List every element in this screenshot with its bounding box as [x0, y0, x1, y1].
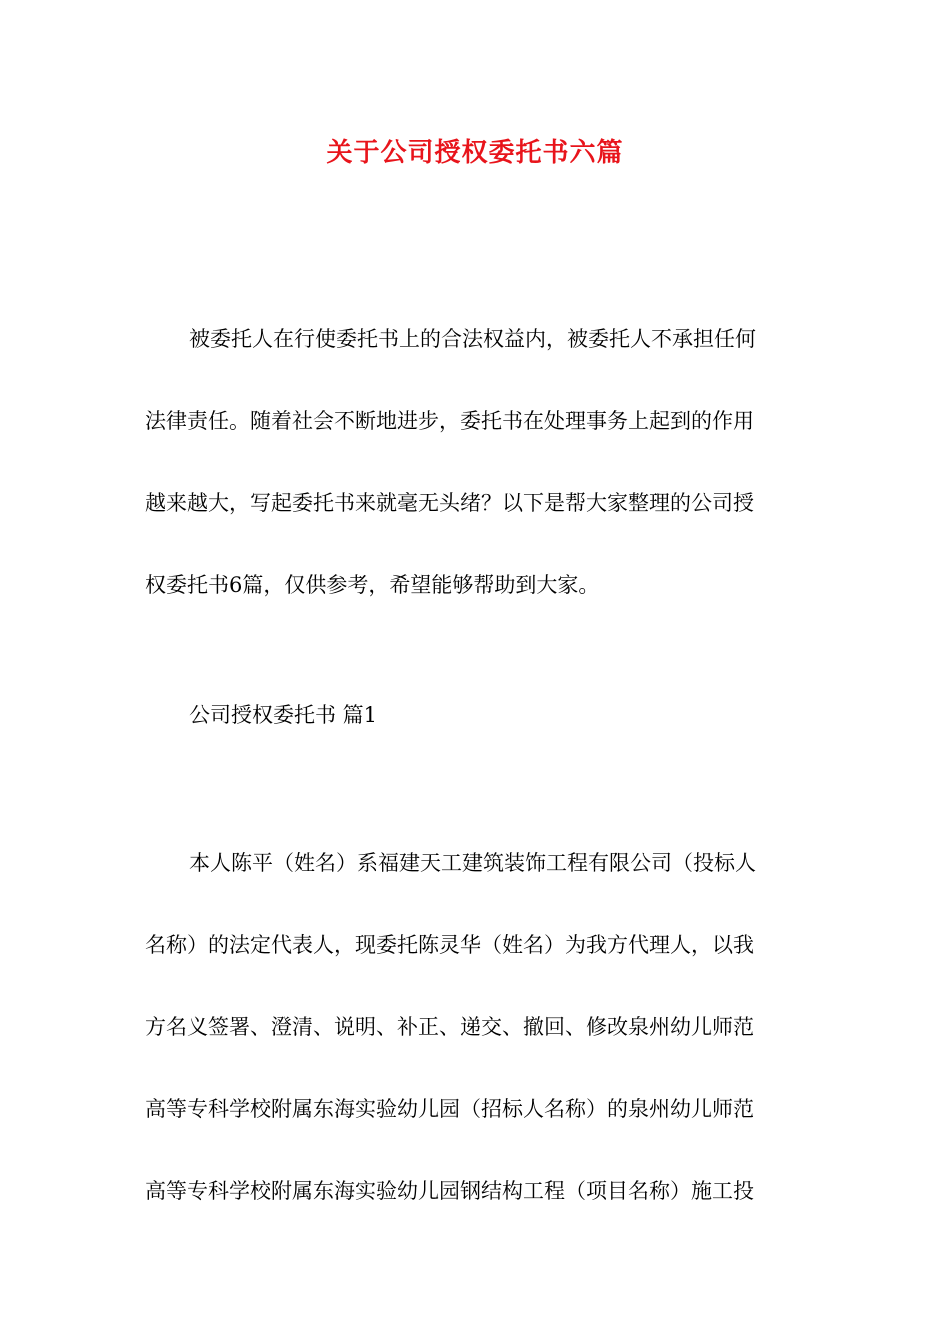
- section1-line: 高等专科学校附属东海实验幼儿园（招标人名称）的泉州幼儿师范: [145, 1097, 754, 1121]
- intro-line: 越来越大，写起委托书来就毫无头绪？以下是帮大家整理的公司授: [145, 491, 754, 515]
- section1-line: 高等专科学校附属东海实验幼儿园钢结构工程（项目名称）施工投: [145, 1179, 754, 1203]
- section1-line: 本人陈平（姓名）系福建天工建筑装饰工程有限公司（投标人: [189, 851, 756, 875]
- intro-line: 被委托人在行使委托书上的合法权益内，被委托人不承担任何: [189, 327, 756, 351]
- section1-line: 方名义签署、澄清、说明、补正、递交、撤回、修改泉州幼儿师范: [145, 1015, 754, 1039]
- section1-paragraph: [145, 822, 807, 1232]
- intro-paragraph: [145, 298, 807, 626]
- intro-line: 权委托书6篇，仅供参考，希望能够帮助到大家。: [145, 573, 600, 597]
- document-title: 关于公司授权委托书六篇: [326, 138, 624, 168]
- section1-line: 名称）的法定代表人，现委托陈灵华（姓名）为我方代理人，以我: [145, 933, 754, 957]
- section-heading: 公司授权委托书 篇1: [189, 703, 378, 727]
- intro-line: 法律责任。随着社会不断地进步，委托书在处理事务上起到的作用: [145, 409, 754, 433]
